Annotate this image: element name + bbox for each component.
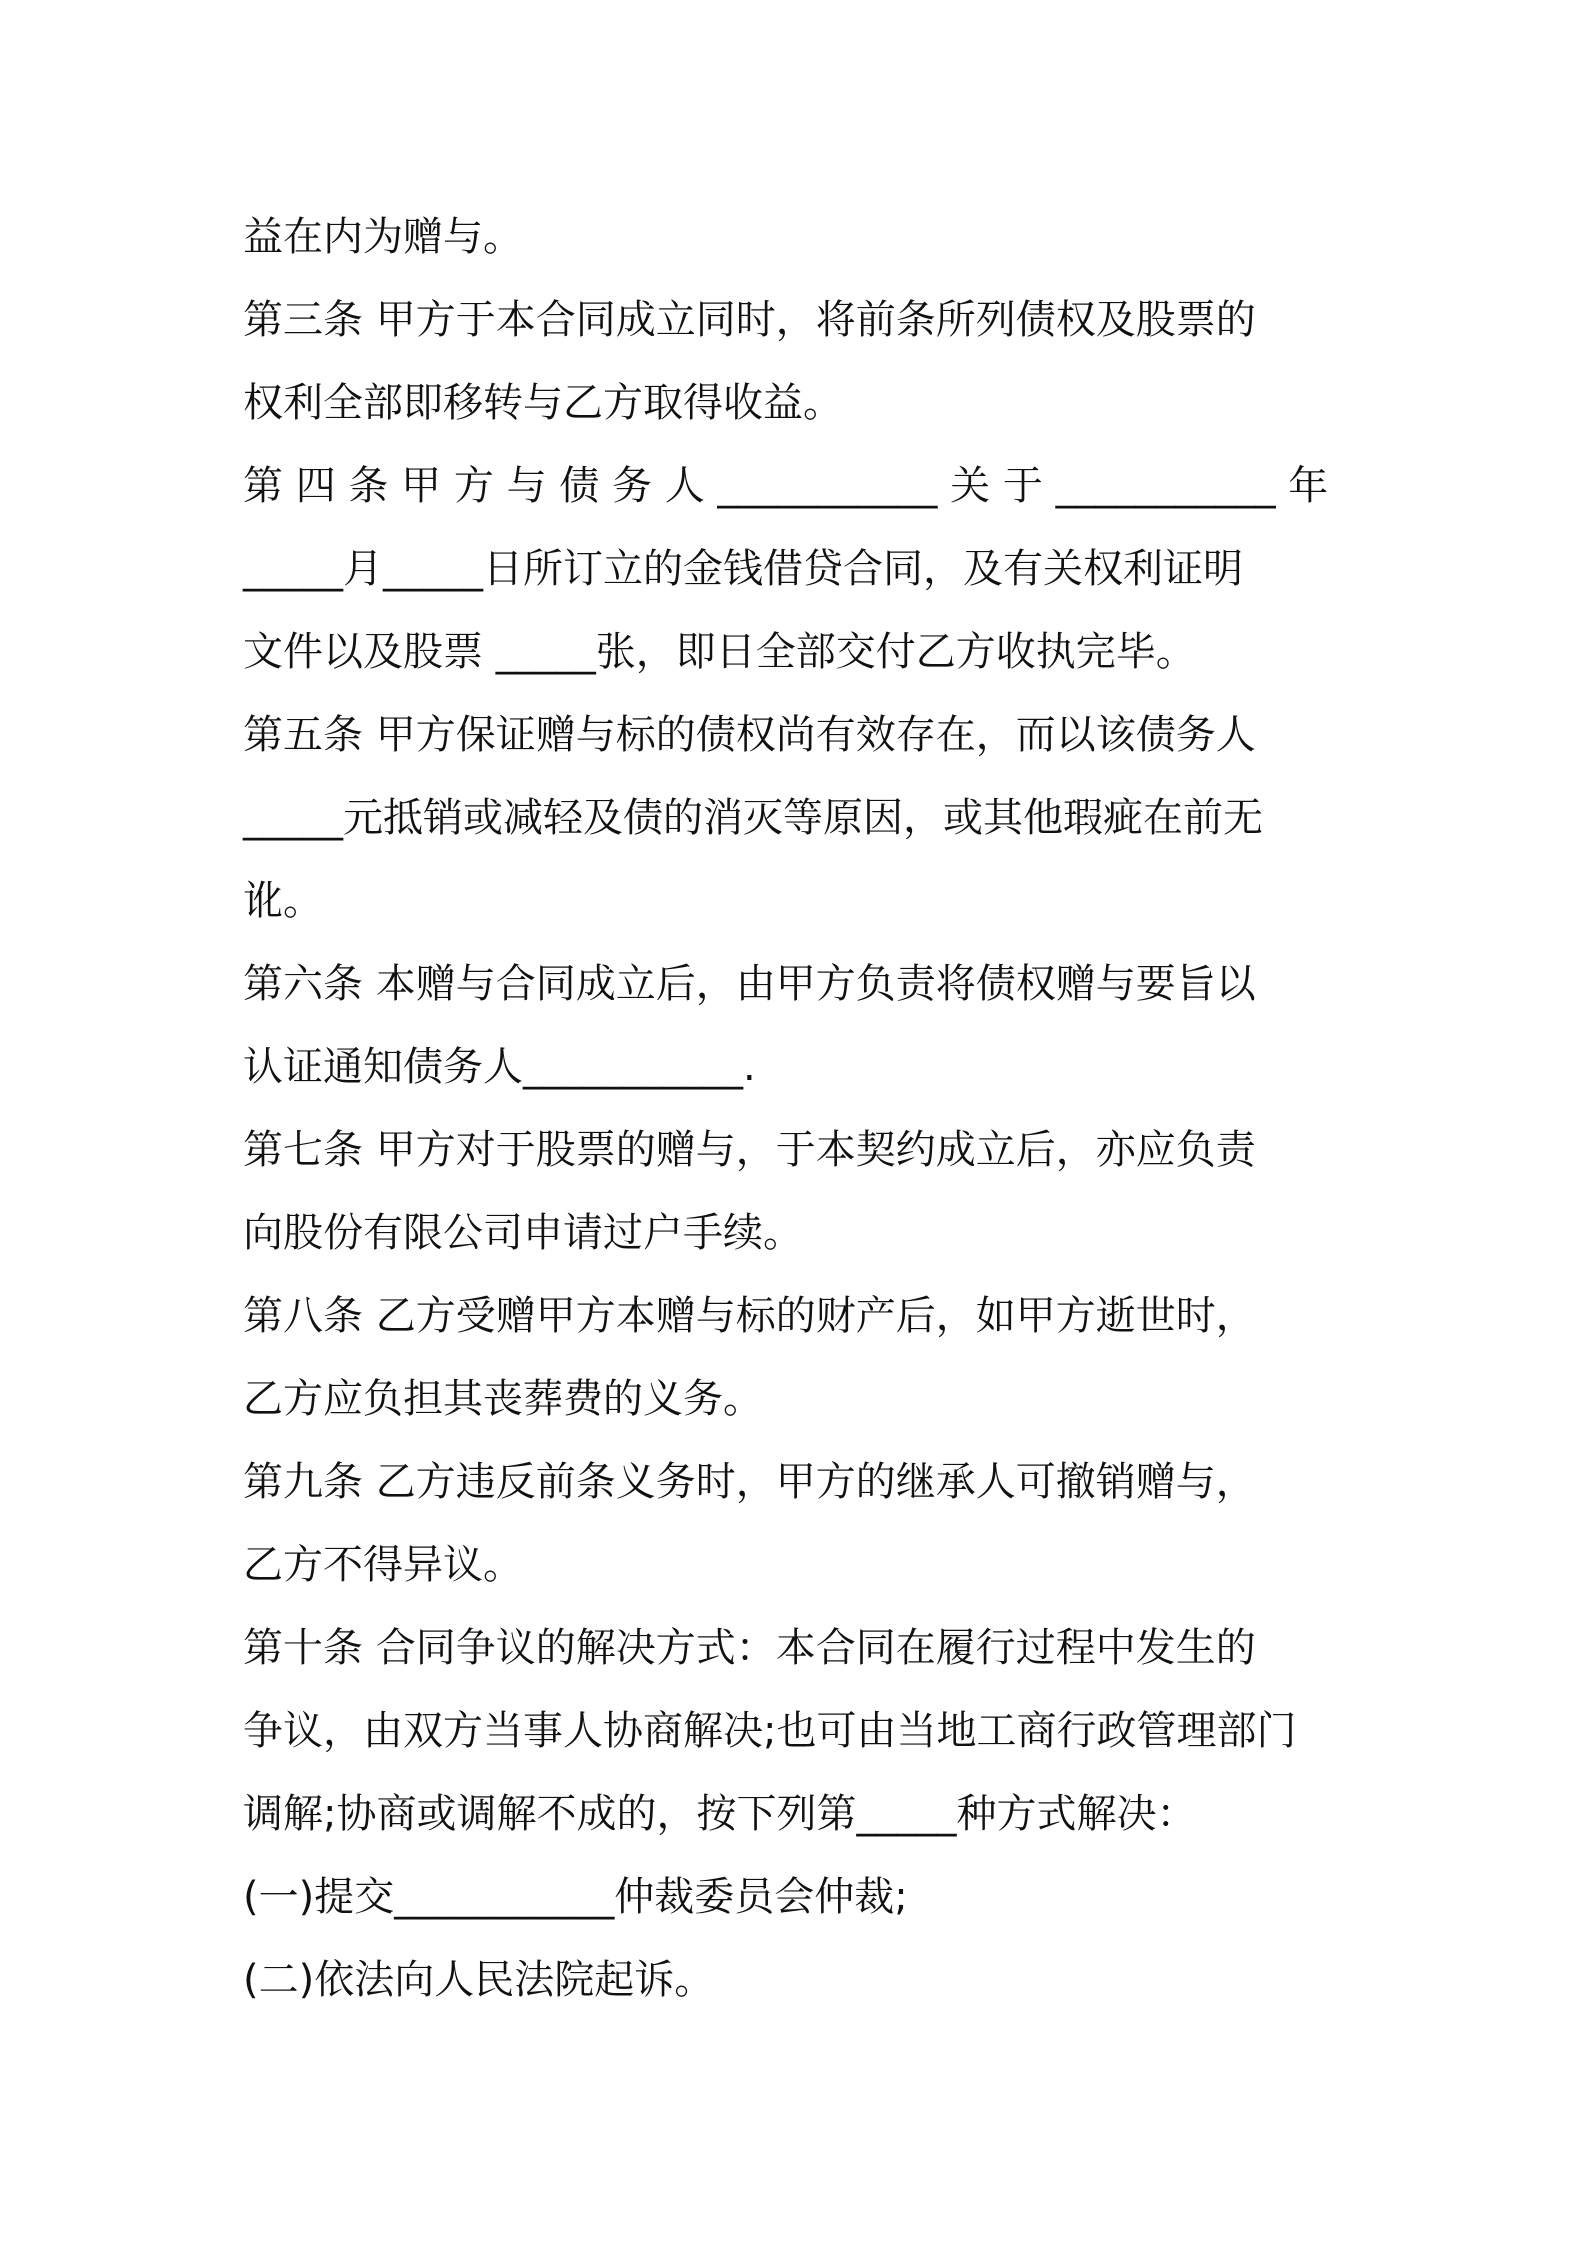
article-10-line-2: 争议，由双方当事人协商解决;也可由当地工商行政管理部门 xyxy=(243,1708,1297,1754)
article-7-line-2: 向股份有限公司申请过户手续。 xyxy=(243,1210,803,1256)
article-3-line-1: 第三条 甲方于本合同成立同时，将前条所列债权及股票的 xyxy=(243,297,1256,343)
article-4-line-1: 第 四 条 甲 方 与 债 务 人 ___________ 关 于 ___________ 年 xyxy=(243,463,1329,509)
article-8-line-1: 第八条 乙方受赠甲方本赠与标的财产后，如甲方逝世时， xyxy=(243,1293,1256,1339)
article-9-line-1: 第九条 乙方违反前条义务时，甲方的继承人可撤销赠与， xyxy=(243,1459,1256,1505)
article-5-line-2: _____元抵销或减轻及债的消灭等原因，或其他瑕疵在前无 xyxy=(243,795,1263,841)
article-4-line-3: 文件以及股票 _____张，即日全部交付乙方收执完毕。 xyxy=(243,629,1196,675)
article-8-line-2: 乙方应负担其丧葬费的义务。 xyxy=(243,1376,763,1422)
article-5-line-3: 讹。 xyxy=(243,878,323,924)
article-4-line-2: _____月_____日所订立的金钱借贷合同，及有关权利证明 xyxy=(243,546,1243,592)
dispute-option-1: (一)提交___________仲裁委员会仲裁; xyxy=(243,1874,908,1920)
article-3-line-2: 权利全部即移转与乙方取得收益。 xyxy=(243,380,843,426)
article-10-line-3: 调解;协商或调解不成的，按下列第_____种方式解决： xyxy=(243,1791,1197,1837)
article-7-line-1: 第七条 甲方对于股票的赠与，于本契约成立后，亦应负责 xyxy=(243,1127,1256,1173)
dispute-option-2: (二)依法向人民法院起诉。 xyxy=(243,1957,715,2003)
article-6-line-1: 第六条 本赠与合同成立后，由甲方负责将债权赠与要旨以 xyxy=(243,961,1256,1007)
document-body xyxy=(243,196,1353,2022)
text-line: 益在内为赠与。 xyxy=(243,214,523,260)
article-6-line-2: 认证通知债务人___________. xyxy=(243,1044,756,1090)
article-5-line-1: 第五条 甲方保证赠与标的债权尚有效存在，而以该债务人 xyxy=(243,712,1256,758)
article-10-line-1: 第十条 合同争议的解决方式：本合同在履行过程中发生的 xyxy=(243,1625,1256,1671)
article-9-line-2: 乙方不得异议。 xyxy=(243,1542,523,1588)
